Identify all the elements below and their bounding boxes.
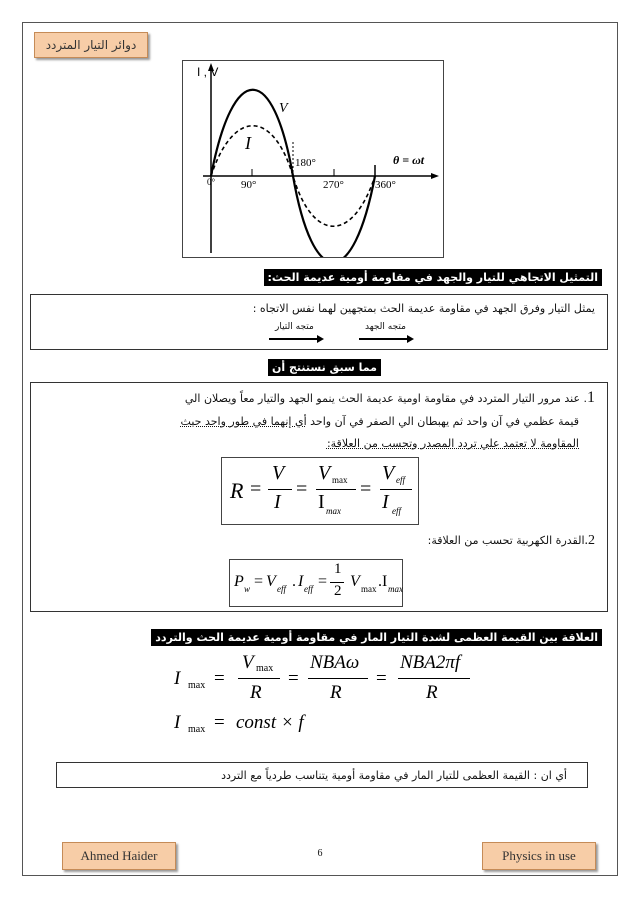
phase-graph <box>182 60 444 258</box>
tick-270: 270° <box>323 179 344 191</box>
conclusion-box <box>56 762 588 788</box>
conclusion-text: أي ان : القيمة العظمى للتيار المار في مقاومة أومية يتناسب طردياً مع التردد <box>221 769 567 782</box>
origin-label: 0° <box>207 177 216 187</box>
point1-number: 1 <box>587 389 595 406</box>
current-vector-arrowhead <box>317 335 324 343</box>
tick-360: 360° <box>375 179 396 191</box>
y-axis-label: I , V <box>197 65 219 79</box>
current-vector-arrow <box>269 338 319 340</box>
voltage-vector-arrowhead <box>407 335 414 343</box>
power-formula: P w = V eff . I eff = 1 2 V max . I max <box>229 559 403 607</box>
point2-line <box>428 533 595 549</box>
vector-description-text: يمثل التيار وفرق الجهد في مقاومة عديمة الحث بمتجهين لهما نفس الاتجاه : <box>252 302 595 315</box>
point2-number: 2. <box>584 533 595 548</box>
vector-description-box <box>30 294 608 350</box>
page-number: 6 <box>317 848 323 859</box>
chapter-title-tag: دوائر التيار المتردد <box>34 32 148 58</box>
conclusion-heading: مما سبق نستنتج أن <box>268 359 381 376</box>
current-curve-label: I <box>245 133 251 153</box>
tick-180: 180° <box>295 157 316 169</box>
point1-line2-underlined: أي إنهما في طور واحد حيث <box>180 415 307 428</box>
conclusions-box <box>30 382 608 612</box>
point1-line1 <box>185 389 595 407</box>
series-tag: Physics in use <box>482 842 596 870</box>
author-tag: Ahmed Haider <box>62 842 176 870</box>
tick-90: 90° <box>241 179 257 191</box>
point1-line3: المقاومة لا تعتمد علي تردد المصدر وتحسب من العلاقة: <box>326 437 579 450</box>
voltage-vector-arrow <box>359 338 409 340</box>
point1-line1-text: . عند مرور التيار المتردد في مقاومة اومية عديمة الحث ينمو الجهد والتيار معاً ويصلان الي <box>184 392 587 405</box>
vector-representation-heading: التمثيل الاتجاهي للتيار والجهد في مقاومة أومية عديمة الحث: <box>264 269 602 286</box>
max-current-formula: I max = V max R = NBAω R = NBA2πf R I max = const × f <box>170 650 470 740</box>
point1-line2 <box>181 415 579 428</box>
point2-text: القدرة الكهربية تحسب من العلاقة: <box>427 534 585 547</box>
resistance-formula: R = V I = V max I max = V eff I eff <box>221 457 419 525</box>
theta-label: θ = ωt <box>393 153 425 167</box>
voltage-curve-label: V <box>279 101 288 116</box>
point1-line2-text: قيمة عظمي في آن واحد ثم يهبطان الي الصفر في آن واحد <box>306 415 579 428</box>
current-vector-label: متجه التيار <box>275 322 314 332</box>
voltage-vector-label: متجه الجهد <box>365 322 406 332</box>
max-current-frequency-heading: العلاقة بين القيمة العظمى لشدة التيار المار في مقاومة أومية عديمة الحث والتردد <box>151 629 602 646</box>
